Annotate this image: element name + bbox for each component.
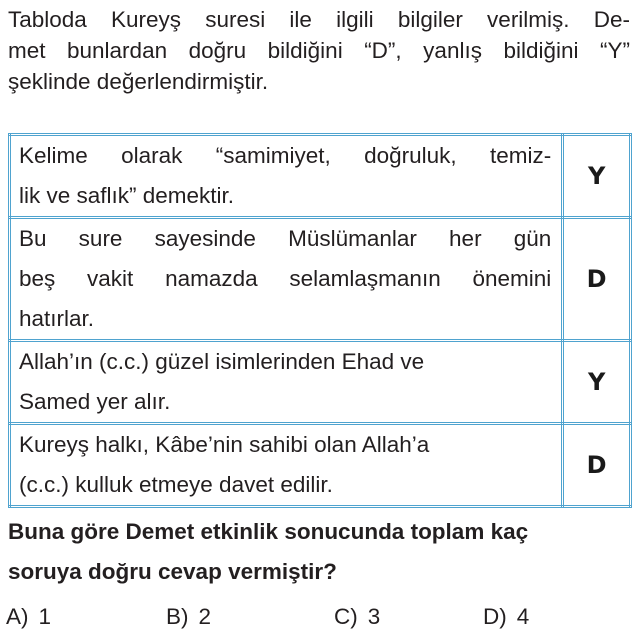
intro-line-2: met bunlardan doğru bildiğini “D”, yanlış bildiğini “Y” [8,38,630,63]
question-line-2: soruya doğru cevap vermiştir? [8,559,337,584]
table-row [10,218,631,341]
statements-table [8,133,632,508]
question-intro [8,4,630,97]
statement-cell [10,424,563,507]
intro-line-1: Tabloda Kureyş suresi ile ilgili bilgiler verilmiş. De- [8,7,630,32]
option-value: 3 [367,604,381,629]
statement-cell [10,135,563,218]
table-row [10,424,631,507]
option-value: 1 [38,604,52,629]
statement-line: Samed yer alır. [19,389,171,414]
question-stem [8,512,632,592]
answer-mark: Y [563,341,631,424]
statement-cell [10,341,563,424]
option-b[interactable] [166,602,211,632]
statement-line: Allah’ın (c.c.) güzel isimlerinden Ehad ve [19,349,425,374]
answer-mark: D [563,424,631,507]
answer-options [6,602,630,636]
table-row [10,341,631,424]
option-letter: C) [334,604,358,629]
question-line-1: Buna göre Demet etkinlik sonucunda toplam kaç [8,519,529,544]
statement-line: Bu sure sayesinde Müslümanlar her gün [19,226,552,251]
table-row [10,135,631,218]
option-value: 2 [198,604,212,629]
option-a[interactable] [6,602,51,632]
option-d[interactable] [483,602,529,632]
option-value: 4 [516,604,530,629]
statement-line: Kureyş halkı, Kâbe’nin sahibi olan Allah’a [19,432,430,457]
option-c[interactable] [334,602,380,632]
statement-line: lik ve saflık” demektir. [19,183,235,208]
statement-line: (c.c.) kulluk etmeye davet edilir. [19,472,333,497]
answer-mark: D [563,218,631,341]
statement-line: Kelime olarak “samimiyet, doğruluk, temiz- [19,143,552,168]
option-letter: A) [6,604,29,629]
option-letter: D) [483,604,507,629]
statement-line: hatırlar. [19,306,95,331]
option-letter: B) [166,604,189,629]
intro-line-3: şeklinde değerlendirmiştir. [8,69,269,94]
statement-line: beş vakit namazda selamlaşmanın önemini [19,266,552,291]
answer-mark: Y [563,135,631,218]
statement-cell [10,218,563,341]
